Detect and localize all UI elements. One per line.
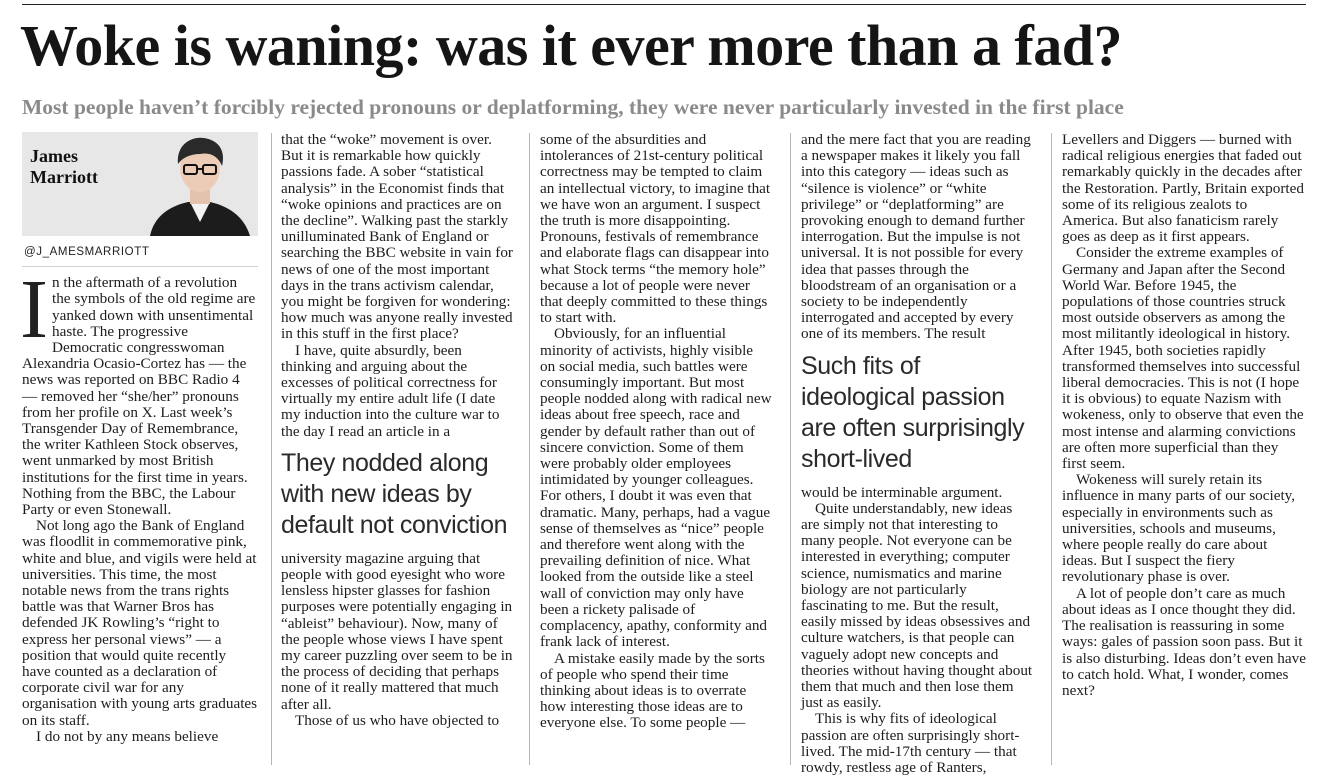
paragraph: that the “woke” movement is over. But it is remarkable how quickly passions fade. A sober “statistical analysis” in the Economist finds that “woke opinions and practices are on the decline”. Walking past the starkly unilluminated Bank of England or searching the BBC website in vain for news of one of the most important days in the trans activism calendar, you might be forgiven for wondering: how much was anyone really invested in this stuff in the first place? [281,131,513,343]
byline-box [22,132,258,236]
pull-quote: They nodded along with new ideas by default not conviction [281,448,508,539]
paragraph: Levellers and Diggers — burned with radical religious energies that faded out remarkably quickly in the decades after the Restoration. Partly, Britain exported some of its religious zealots to America. But also fanaticism rarely goes as deep as it first appears. [1062,131,1304,246]
paragraph: I have, quite absurdly, been thinking and arguing about the excesses of political correctness for virtually my entire adult life (I date my induction into the culture war to the day I read an article in a [281,341,500,440]
author-handle: @J_AMESMARRIOTT [22,236,258,267]
paragraph: A lot of people don’t care as much about ideas as I once thought they did. The realisation is reassuring in some ways: gales of passion soon pass. But it is also disturbing. Ideas don’t even have to catch hold. What, I wonder, comes next? [1062,584,1306,699]
paragraph: n the aftermath of a revolution the symbols of the old regime are yanked down with unsentimental haste. The progressive Democratic congresswoman Alexandria Ocasio-Cortez has — the news was reported on BBC Radio 4 — removed her “she/her” pronouns from her profile on X. Last week’s Transgender Day of Remembrance, the writer Kathleen Stock observes, went unmarked by most British institutions for the first time in years. Nothing from the BBC, the Labour Party or even Stonewall. [22,274,256,519]
paragraph: Obviously, for an influential minority of activists, highly visible on social media, such battles were consumingly important. But most people nodded along with radical new ideas about free speech, race and gender by default rather than out of sincere conviction. Some of them were probably older employees intimidated by younger colleagues. For others, I doubt it was even that dramatic. Many, perhaps, had a vague sense of themselves as “nice” people and therefore went along with the prevailing definition of nice. What looked from the outside like a steel wall of conviction may only have been a rickety palisade of complacency, apathy, conformity and frank lack of interest. [540,325,772,651]
headline: Woke is waning: was it ever more than a fad? [20,13,1123,78]
paragraph: Those of us who have objected to [295,711,500,729]
article-column-2 [281,132,513,765]
paragraph: Quite understandably, new ideas are simply not that interesting to many people. Not everyone can be interested in everything; computer science, numismatics and marine biology are not particularly fascinating to me. But the result, easily missed by ideas obsessives and culture watchers, is that people can vaguely adopt new concepts and theories without having thought about them that much and then lose them just as easily. [801,499,1033,712]
paragraph: A mistake easily made by the sorts of people who spend their time thinking about ideas is to overrate how interesting those ideas are to everyone else. To some people — [540,649,765,732]
column-divider [271,133,272,765]
paragraph: and the mere fact that you are reading a newspaper makes it likely you fall into this category — ideas such as “silence is violence” or “white privilege” or “deplatforming” are provoking enough to demand further interrogation. But the impulse is not universal. It is not possible for every idea that passes through the bloodstream of an organisation or a society to be independently interrogated and accepted by every one of its members. The result [801,131,1031,343]
top-rule [22,4,1306,5]
paragraph: This is why fits of ideological passion are often surprisingly short-lived. The mid-17th century — that rowdy, restless age of Ranters, [801,710,1020,776]
author-portrait [140,132,258,236]
paragraph: university magazine arguing that people with good eyesight who wore lensless hipster glasses for fashion purposes were potentially engaging in “ableist” behaviour). Now, many of the people whose views I have spent my career puzzling over seem to be in the process of deciding that perhaps none of it really mattered that much after all. [281,549,513,713]
paragraph: Wokeness will surely retain its influence in many parts of our society, especially in environments such as universities, schools and museums, where people really do care about ideas. But I suspect the fiery revolutionary phase is over. [1062,471,1296,586]
paragraph: some of the absurdities and intolerances of 21st-century political correctness may be tempted to claim an intellectual victory, to imagine that we have won an argument. I suspect the truth is more disappointing. Pronouns, festivals of remembrance and elaborate flags can disappear into what Stock terms “the memory hole” because a lot of people were never that deeply committed to these things to start with. [540,131,771,327]
standfirst: Most people haven’t forcibly rejected pronouns or deplatforming, they were never particularly invested in the first place [22,95,1124,119]
paragraph: would be interminable argument. [801,483,1003,501]
article-column-3 [540,132,772,765]
paragraph: Not long ago the Bank of England was floodlit in commemorative pink, white and blue, and vigils were held at universities. This time, the most notable news from the trans rights battle was that Warner Bros has defended JK Rowling’s “right to express her personal views” — a position that would quite recently have counted as a declaration of corporate civil war for any organisation with young arts graduates on its staff. [22,517,258,729]
byline-name: James Marriott [30,146,98,187]
article-column-1 [22,132,258,765]
pull-quote: Such fits of ideological passion are often surprisingly short-lived [801,351,1025,473]
paragraph: I do not by any means believe [36,727,219,745]
column-divider [790,133,791,765]
paragraph: Consider the extreme examples of Germany and Japan after the Second World War. Before 1945, the populations of those countries struck most outside observers as among the most militantly ideological in history. After 1945, both societies rapidly transformed themselves into successful liberal democracies. This is not (I hope it is obvious) to equate Nazism with wokeness, only to observe that even the most intense and alarming convictions are often more superficial than they first seem. [1062,244,1304,473]
column-divider [1051,133,1052,765]
article-column-4 [801,131,1033,776]
drop-cap: I [20,263,48,357]
article-column-5 [1062,132,1306,765]
column-divider [529,133,530,765]
